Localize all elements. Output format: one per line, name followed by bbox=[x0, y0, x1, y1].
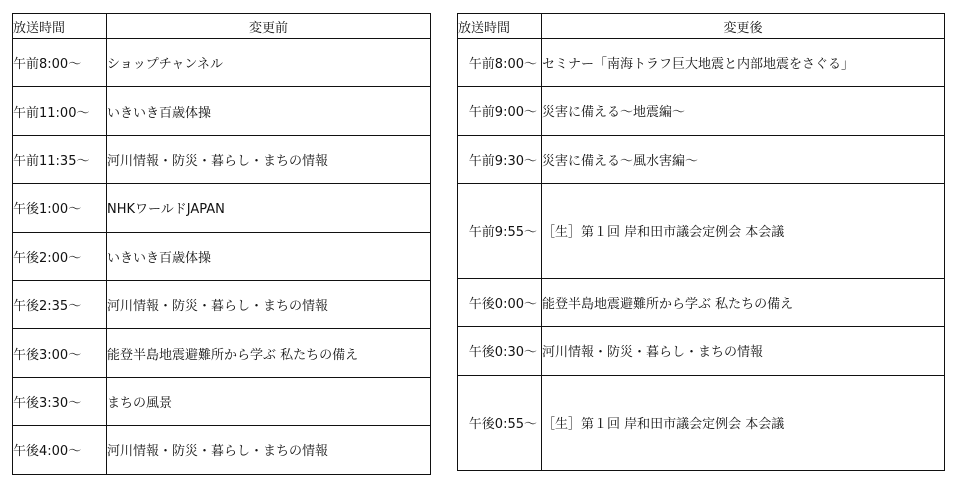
broadcast-time: 午後1:00～ bbox=[13, 184, 107, 232]
program-title: いきいき百歳体操 bbox=[107, 87, 431, 135]
column-header-time: 放送時間 bbox=[458, 14, 542, 39]
program-title: まちの風景 bbox=[107, 377, 431, 425]
broadcast-time: 午前9:00～ bbox=[458, 87, 542, 135]
broadcast-time: 午後0:30～ bbox=[458, 327, 542, 375]
broadcast-time: 午前8:00～ bbox=[458, 39, 542, 87]
broadcast-time: 午前8:00～ bbox=[13, 39, 107, 87]
table-row bbox=[458, 135, 945, 183]
broadcast-time: 午後0:55～ bbox=[458, 375, 542, 470]
program-title: 河川情報・防災・暮らし・まちの情報 bbox=[542, 327, 945, 375]
table-row bbox=[13, 329, 431, 377]
schedule-before-table bbox=[12, 13, 431, 475]
program-title: 災害に備える～風水害編～ bbox=[542, 135, 945, 183]
table-row bbox=[13, 135, 431, 183]
table-row bbox=[13, 232, 431, 280]
broadcast-time: 午後2:00～ bbox=[13, 232, 107, 280]
table-row bbox=[13, 87, 431, 135]
schedule-after-table bbox=[457, 13, 945, 471]
table-row bbox=[458, 39, 945, 87]
table-row bbox=[13, 184, 431, 232]
program-title: ショップチャンネル bbox=[107, 39, 431, 87]
broadcast-time: 午前9:30～ bbox=[458, 135, 542, 183]
table-row bbox=[13, 377, 431, 425]
program-title: いきいき百歳体操 bbox=[107, 232, 431, 280]
program-title: 河川情報・防災・暮らし・まちの情報 bbox=[107, 135, 431, 183]
column-header-time: 放送時間 bbox=[13, 14, 107, 39]
broadcast-time: 午後4:00～ bbox=[13, 426, 107, 474]
broadcast-time: 午後3:30～ bbox=[13, 377, 107, 425]
table-row bbox=[458, 183, 945, 278]
header-row bbox=[13, 14, 431, 39]
program-title: 河川情報・防災・暮らし・まちの情報 bbox=[107, 426, 431, 474]
program-title: ［生］第１回 岸和田市議会定例会 本会議 bbox=[542, 183, 945, 278]
broadcast-time: 午前11:35～ bbox=[13, 135, 107, 183]
header-row bbox=[458, 14, 945, 39]
broadcast-time: 午後0:00～ bbox=[458, 278, 542, 326]
program-title: ［生］第１回 岸和田市議会定例会 本会議 bbox=[542, 375, 945, 470]
table-row bbox=[458, 327, 945, 375]
broadcast-time: 午後2:35～ bbox=[13, 280, 107, 328]
program-title: 河川情報・防災・暮らし・まちの情報 bbox=[107, 280, 431, 328]
column-header-before: 変更前 bbox=[107, 14, 431, 39]
table-row bbox=[458, 278, 945, 326]
program-title: 能登半島地震避難所から学ぶ 私たちの備え bbox=[107, 329, 431, 377]
broadcast-time: 午後3:00～ bbox=[13, 329, 107, 377]
program-title: 能登半島地震避難所から学ぶ 私たちの備え bbox=[542, 278, 945, 326]
table-row bbox=[13, 426, 431, 474]
program-title: 災害に備える～地震編～ bbox=[542, 87, 945, 135]
broadcast-time: 午前11:00～ bbox=[13, 87, 107, 135]
table-row bbox=[458, 375, 945, 470]
table-row bbox=[13, 280, 431, 328]
program-title: NHKワールドJAPAN bbox=[107, 184, 431, 232]
table-row bbox=[13, 39, 431, 87]
column-header-after: 変更後 bbox=[542, 14, 945, 39]
table-row bbox=[458, 87, 945, 135]
program-title: セミナー「南海トラフ巨大地震と内部地震をさぐる」 bbox=[542, 39, 945, 87]
broadcast-time: 午前9:55～ bbox=[458, 183, 542, 278]
